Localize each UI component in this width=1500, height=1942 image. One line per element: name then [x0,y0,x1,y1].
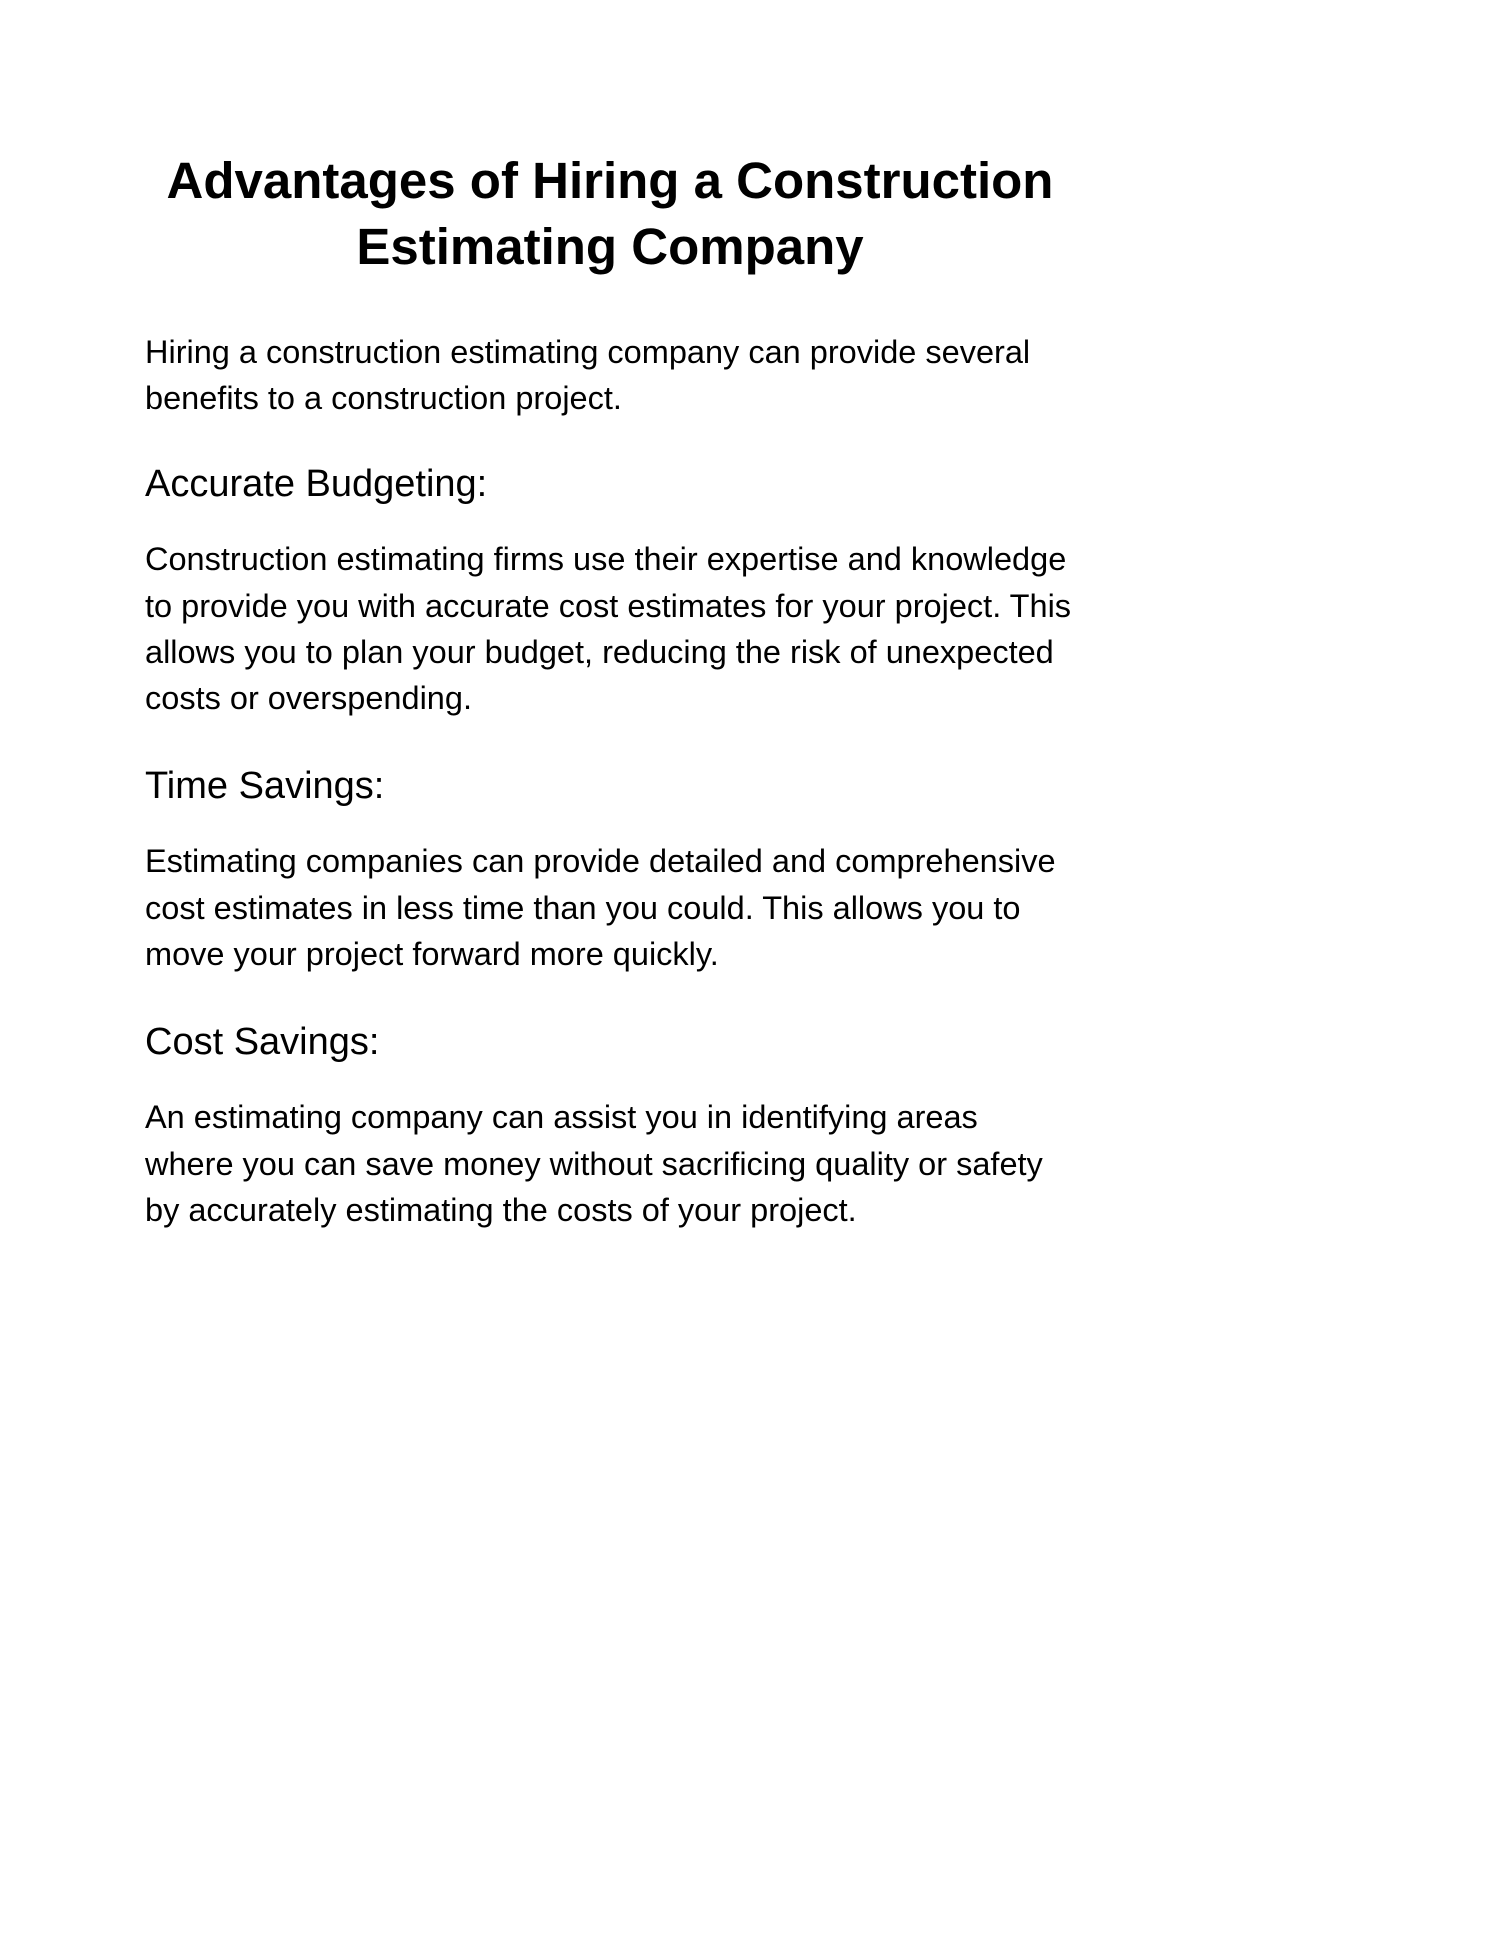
section-accurate-budgeting [145,461,1075,721]
section-time-savings [145,763,1075,977]
section-paragraph: Estimating companies can provide detailed and comprehensive cost estimates in less time than you could. This allows you to move your project forward more quickly. [145,843,1056,972]
section-heading: Cost Savings: [145,1020,380,1063]
document-title: Advantages of Hiring a Construction Estimating Company [166,152,1054,276]
section-paragraph: Construction estimating firms use their expertise and knowledge to provide you with accurate cost estimates for your project. This allows you to plan your budget, reducing the risk of unexpected costs or overspending. [145,541,1072,716]
section-heading: Time Savings: [145,764,385,807]
section-heading: Accurate Budgeting: [145,462,488,505]
section-cost-savings [145,1019,1075,1233]
section-paragraph: An estimating company can assist you in identifying areas where you can save money without sacrificing quality or safety by accurately estimating the costs of your project. [145,1099,1043,1228]
intro-paragraph: Hiring a construction estimating company can provide several benefits to a construction project. [145,333,1031,416]
